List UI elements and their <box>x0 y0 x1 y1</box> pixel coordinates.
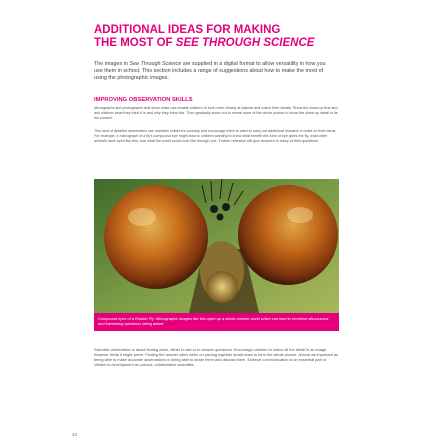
ocellus-1 <box>210 205 218 213</box>
right-eye-highlight <box>287 207 313 223</box>
fly-left-eye-facets <box>104 185 208 289</box>
intro-rest: are supplied in a digital format to allow versatility in how you use them in school. This section includes a range of suggestions about how to make the most of using the photographic images. <box>94 61 326 81</box>
title-line-1: ADDITIONAL IDEAS FOR MAKING <box>94 24 281 36</box>
intro-prefix: The images in <box>94 61 130 67</box>
title-line-2-prefix: THE MOST OF <box>94 37 176 49</box>
body-paragraph-1: Micrographs and photographs that show close-ups enable children to look more closely at objects and notice finer details. Show the close-up first and ask children what they think it is and why they think this. Then gradually zoom out to reveal more of the whole picture to show the close-up detail in its full context. <box>94 106 338 120</box>
page-number: 24 <box>72 432 78 437</box>
fly-right-eye-facets <box>238 185 338 285</box>
intro-paragraph <box>94 61 332 82</box>
page-title <box>94 24 354 50</box>
intro-emphasis: See Through Science <box>129 61 182 67</box>
left-eye-highlight <box>128 208 156 226</box>
body-paragraph-3: Scientific observation is about finding clues, either to ask or to answer questions. Encourage children to notice all the detail in an image, however trivial it might seem. Finding the answer often relies on piecing together small clues to form the whole picture. Almost as important as being able to make accurate observations is being able to share them and discuss them. Science communication is an essential part of children's development as curious, collaborative scientists. <box>94 347 338 367</box>
section-heading: IMPROVING OBSERVATION SKILLS <box>94 97 193 103</box>
ocellus-3 <box>217 214 224 221</box>
ocellus-2 <box>222 203 230 211</box>
fly-beard <box>206 271 238 303</box>
body-paragraph-2: This kind of detailed observation can maintain children's curiosity and encourage them to want to carry out additional research to build on their ideas. For example, a micrograph of a fly's compound eye might lead to children wanting to know what benefit this kind of eye gives the fly, what other animals have eyes like this, and what the world would look like through one. Further research will give answers to many of their questions. <box>94 129 337 143</box>
photo-caption: Compound eyes of a Robber Fly. Micrographic images like this open up a whole unseen world which can lead to excellent discussions and interesting questions being asked. <box>94 313 339 331</box>
robber-fly-photo <box>94 179 339 313</box>
title-line-2-emphasis: SEE THROUGH SCIENCE <box>175 37 315 49</box>
